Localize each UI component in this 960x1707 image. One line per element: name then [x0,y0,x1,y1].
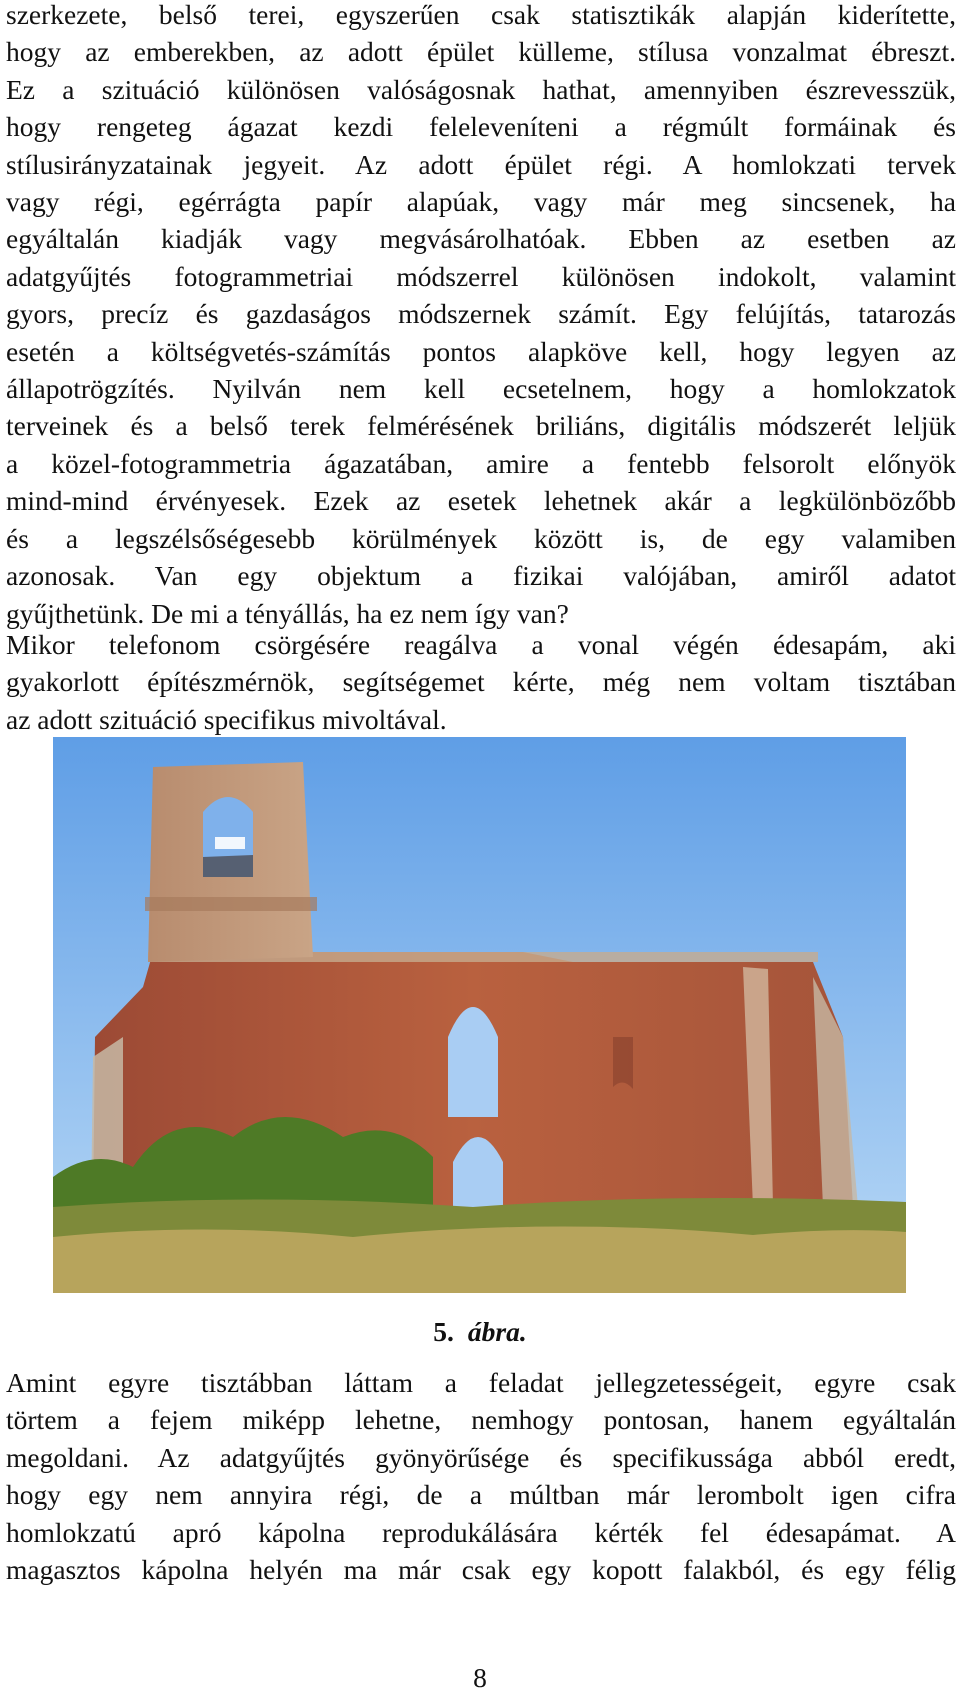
text-line: törtem a fejem miképp lehetne, nemhogy pontosan, hanem egyáltalán [6,1404,956,1436]
text-line: hogy rengeteg ágazat kezdi feleleveníteni a régmúlt formáinak és [6,111,956,143]
tower-band [145,897,317,911]
body-paragraph-1 [6,0,956,632]
text-line: gyakorlott építészmérnök, segítségemet kérte, még nem voltam tisztában [6,666,956,698]
tower-opening-glimpse [215,837,245,849]
dry-grass [53,1226,906,1293]
text-line: a közel-fotogrammetria ágazatában, amire a fentebb felsorolt előnyök [6,447,956,479]
text-line: Amint egyre tisztábban láttam a feladat jellegzetességeit, egyre csak [6,1367,956,1398]
wall-crack [613,1037,633,1089]
upper-gothic-window [448,1007,498,1117]
text-line: terveinek és a belső terek felmérésének briliáns, digitális módszerét leljük [6,410,956,442]
text-line: hogy egy nem annyira régi, de a múltban már lerombolt igen cifra [6,1479,956,1511]
text-line: Mikor telefonom csörgésére reagálva a vonal végén édesapám, aki [6,629,956,660]
text-line: vagy régi, egérrágta papír alapúak, vagy már meg sincsenek, ha [6,186,956,218]
chapel-ruin-photo [53,737,906,1293]
text-line: egyáltalán kiadják vagy megvásárolhatóak. Ebben az esetben az [6,223,956,255]
text-line: homlokzatú apró kápolna reprodukálására kérték fel édesapámat. A [6,1516,956,1548]
text-line: adatgyűjtés fotogrammetriai módszerrel különösen indokolt, valamint [6,260,956,292]
text-line: magasztos kápolna helyén ma már csak egy kopott falakból, és egy félig [6,1554,956,1586]
body-paragraph-3 [6,1364,956,1588]
text-line: megoldani. Az adatgyűjtés gyönyörűsége és specifikussága abból eredt, [6,1441,956,1473]
text-line: stílusirányzatainak jegyeit. Az adott épület régi. A homlokzati tervek [6,148,956,180]
figure-caption [0,1316,960,1348]
tower-opening-shadow [203,855,253,877]
text-line: szerkezete, belső terei, egyszerűen csak statisztikák alapján kiderítette, [6,0,956,30]
text-line: gyors, precíz és gazdaságos módszernek számít. Egy felújítás, tatarozás [6,298,956,330]
page-number: 8 [473,1662,487,1693]
text-line: gyűjthetünk. De mi a tényállás, ha ez nem így van? [6,597,569,629]
text-line: azonosak. Van egy objektum a fizikai valójában, amiről adatot [6,560,956,592]
text-line: hogy az emberekben, az adott épület külleme, stílusa vonzalmat ébreszt. [6,36,956,68]
figure-number: 5. [433,1316,454,1347]
text-line: állapotrögzítés. Nyilván nem kell ecsetelnem, hogy a homlokzatok [6,373,956,405]
body-paragraph-2 [6,626,956,738]
text-line: mind-mind érvényesek. Ezek az esetek lehetnek akár a legkülönbözőbb [6,485,956,517]
figure-label: ábra. [467,1316,527,1347]
text-line: és a legszélsőségesebb körülmények között is, de egy valamiben [6,522,956,554]
text-line: esetén a költségvetés-számítás pontos alapköve kell, hogy legyen az [6,335,956,367]
text-line: az adott szituáció specifikus mivoltával. [6,703,447,735]
text-line: Ez a szituáció különösen valóságosnak hathat, amennyiben észrevesszük, [6,73,956,105]
